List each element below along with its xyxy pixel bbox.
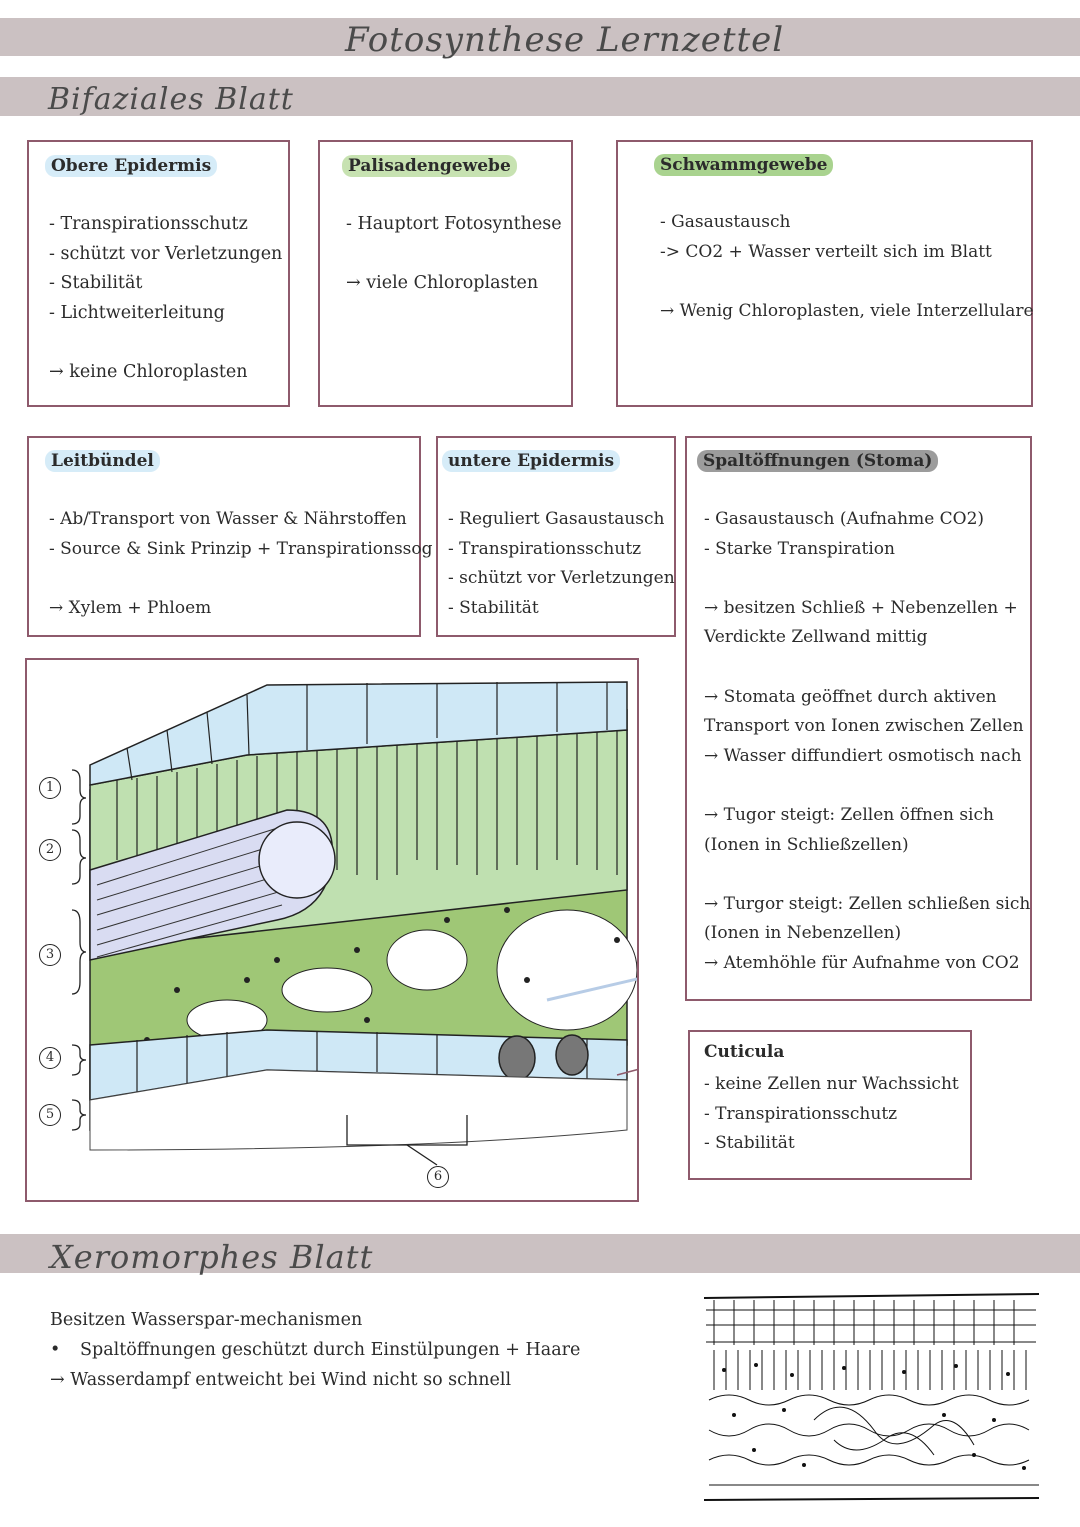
xeromorph-line-3: → Wasserdampf entweicht bei Wind nicht so schnell — [50, 1370, 512, 1390]
box-untere-epidermis — [436, 436, 676, 637]
line — [704, 564, 1030, 594]
line: - keine Zellen nur Wachssicht — [704, 1074, 959, 1094]
box-heading: Schwammgewebe — [654, 154, 833, 176]
line — [704, 771, 1030, 801]
box-lines — [660, 208, 1034, 326]
diagram-label-1: 1 — [39, 777, 61, 799]
xeromorph-leaf-illustration — [694, 1290, 1049, 1508]
line: Transport von Ionen zwischen Zellen — [704, 716, 1024, 737]
box-heading: untere Epidermis — [442, 450, 620, 472]
line: -> CO2 + Wasser verteilt sich im Blatt — [660, 241, 992, 262]
line: → Xylem + Phloem — [49, 597, 212, 618]
line: - Lichtweiterleitung — [49, 302, 225, 323]
xeromorph-line-1: Besitzen Wasserspar-mechanismen — [50, 1310, 363, 1330]
page-title: Fotosynthese Lernzettel — [345, 20, 785, 60]
xeromorph-bullet-icon: • — [50, 1340, 61, 1360]
diagram-label-3: 3 — [39, 944, 61, 966]
line — [704, 860, 1030, 890]
box-leitbuendel — [27, 436, 433, 637]
diagram-label-4: 4 — [39, 1047, 61, 1069]
line: - Transpirationsschutz — [448, 538, 642, 559]
line: - Source & Sink Prinzip + Transpirationssog — [49, 538, 433, 559]
line: → Atemhöhle für Aufnahme von CO2 — [704, 952, 1020, 973]
box-heading: Palisadengewebe — [342, 155, 517, 177]
box-cuticula — [688, 1030, 972, 1180]
box-lines — [704, 1070, 959, 1159]
line: - schützt vor Verletzungen — [49, 243, 283, 264]
line: - Stabilität — [49, 273, 143, 294]
box-lines — [346, 210, 562, 299]
box-heading: Spaltöffnungen (Stoma) — [697, 450, 938, 472]
line — [660, 267, 1034, 297]
line: - Stabilität — [448, 597, 539, 618]
line: Verdickte Zellwand mittig — [704, 627, 928, 648]
box-lines — [448, 505, 675, 623]
line: - Reguliert Gasaustausch — [448, 509, 665, 529]
line: → keine Chloroplasten — [49, 361, 248, 382]
line: - Hauptort Fotosynthese — [346, 214, 562, 234]
box-schwammgewebe — [616, 140, 1033, 407]
box-lines — [49, 505, 433, 623]
line: → Wasser diffundiert osmotisch nach — [704, 745, 1022, 766]
line: → besitzen Schließ + Nebenzellen + — [704, 597, 1018, 618]
line: - Gasaustausch (Aufnahme CO2) — [704, 509, 985, 529]
box-heading: Cuticula — [704, 1042, 785, 1062]
line: - Stabilität — [704, 1133, 795, 1154]
box-lines — [49, 210, 282, 388]
line: → Wenig Chloroplasten, viele Interzellulare — [660, 300, 1034, 321]
line: (Ionen in Schließzellen) — [704, 834, 909, 855]
box-obere-epidermis — [27, 140, 290, 407]
line — [49, 564, 433, 594]
leaf-cross-section-illustration — [27, 660, 637, 1200]
leaf-diagram-frame — [25, 658, 639, 1202]
diagram-label-2: 2 — [39, 839, 61, 861]
box-palisadengewebe — [318, 140, 573, 407]
section-heading-bifacial: Bifaziales Blatt — [48, 82, 294, 117]
xeromorph-line-2: Spaltöffnungen geschützt durch Einstülpungen + Haare — [80, 1340, 581, 1360]
line: - Ab/Transport von Wasser & Nährstoffen — [49, 509, 407, 529]
line: - Transpirationsschutz — [704, 1103, 898, 1124]
line — [346, 240, 562, 270]
line: - Transpirationsschutz — [49, 214, 248, 234]
section-heading-xeromorph: Xeromorphes Blatt — [50, 1238, 374, 1276]
line: → Tugor steigt: Zellen öffnen sich — [704, 804, 994, 825]
line: - schützt vor Verletzungen — [448, 568, 675, 589]
box-lines — [704, 505, 1030, 979]
line: → Turgor steigt: Zellen schließen sich — [704, 893, 1031, 914]
box-heading: Leitbündel — [45, 450, 160, 472]
line: - Starke Transpiration — [704, 538, 895, 559]
box-spaltoeffnungen — [685, 436, 1032, 1001]
line — [49, 328, 282, 358]
diagram-label-5: 5 — [39, 1104, 61, 1126]
line: (Ionen in Nebenzellen) — [704, 923, 902, 944]
box-heading: Obere Epidermis — [45, 155, 217, 177]
line — [704, 653, 1030, 683]
line: - Gasaustausch — [660, 212, 791, 232]
line: → viele Chloroplasten — [346, 273, 539, 294]
diagram-label-6: 6 — [427, 1166, 449, 1188]
line: → Stomata geöffnet durch aktiven — [704, 686, 997, 707]
